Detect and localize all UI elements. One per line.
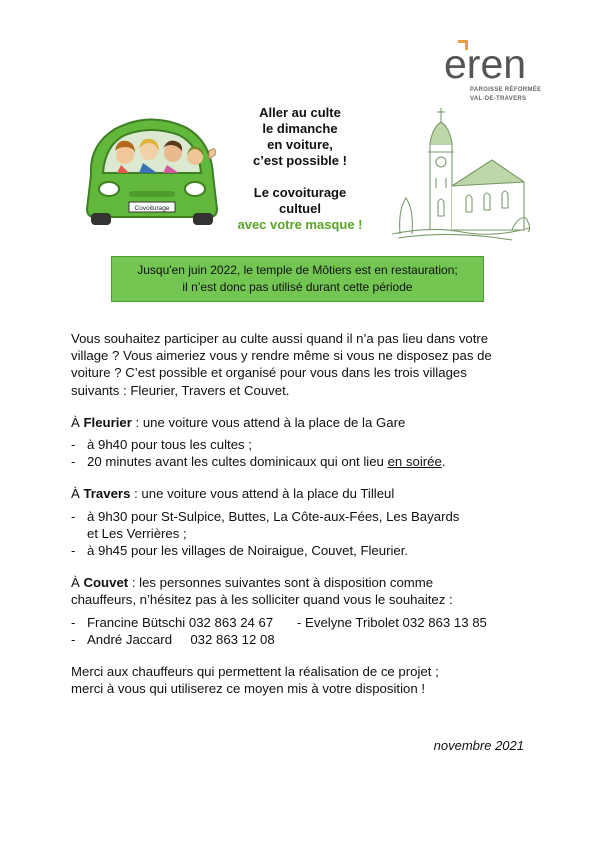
intro-line: Vous souhaitez participer au culte aussi quand il n’a pas lieu dans votre xyxy=(71,331,489,346)
logo-word: eren xyxy=(444,41,527,87)
intro-line: voiture ? C’est possible et organisé pour vous dans les trois villages xyxy=(71,365,467,381)
body-text xyxy=(71,330,541,697)
fleurier-heading: À Fleurier : une voiture vous attend à la place de la Gare xyxy=(71,414,406,430)
headline-block xyxy=(220,105,380,233)
list-item: - à 9h40 pour tous les cultes ; xyxy=(71,437,252,453)
document-date: novembre 2021 xyxy=(433,738,524,753)
headline-line: Aller au culte xyxy=(259,105,341,120)
carpool-car-illustration xyxy=(77,105,225,229)
couvet-heading-cont: chauffeurs, n’hésitez pas à les solliciter quand vous le souhaitez : xyxy=(71,592,453,608)
travers-name: Travers xyxy=(83,486,131,502)
logo-subtitle-line2: VAL-DE-TRAVERS xyxy=(470,96,527,102)
list-item: - à 9h45 pour les villages de Noiraigue, Couvet, Fleurier. xyxy=(71,543,409,559)
contact-andre: André Jaccard 032 863 12 08 xyxy=(87,631,275,647)
headline-line: cultuel xyxy=(279,201,321,216)
contact-row: - André Jaccard 032 863 12 08 xyxy=(71,631,275,647)
headline-line: en voiture, xyxy=(267,137,333,152)
thanks-line: Merci aux chauffeurs qui permettent la réalisation de ce projet ; xyxy=(71,664,439,680)
list-item: - 20 minutes avant les cultes dominicaux qui ont lieu en soirée. xyxy=(71,454,446,470)
list-item: - à 9h30 pour St-Sulpice, Buttes, La Côte-aux-Fées, Les Bayards xyxy=(71,508,460,524)
headline-line: c’est possible ! xyxy=(253,153,347,168)
couvet-name: Couvet xyxy=(83,575,129,591)
headline-line: Le covoiturage xyxy=(253,185,347,200)
logo-subtitle-line1: PAROISSE RÉFORMÉE xyxy=(470,87,542,93)
travers-heading: À Travers : une voiture vous attend à la place du Tilleul xyxy=(71,486,395,502)
headline-line: le dimanche xyxy=(262,121,338,136)
intro-line: suivants : Fleurier, Travers et Couvet. xyxy=(71,382,290,398)
notice-line1: Jusqu'en juin 2022, le temple de Môtiers est en restauration; xyxy=(137,263,458,277)
intro-line: village ? Vous aimeriez vous y rendre même si vous ne disposez pas de xyxy=(71,348,492,364)
headline-mask-line: avec votre masque ! xyxy=(237,217,363,232)
evening-underlined: en soirée xyxy=(387,454,442,470)
church-illustration xyxy=(392,98,532,242)
couvet-heading: À Couvet : les personnes suivantes sont à disposition comme xyxy=(71,575,434,591)
thanks-line: merci à vous qui utiliserez ce moyen mis à votre disposition ! xyxy=(71,681,426,697)
list-item-continuation: et Les Verrières ; xyxy=(87,525,187,541)
restoration-notice xyxy=(111,256,484,302)
fleurier-name: Fleurier xyxy=(83,414,132,430)
notice-line2: il n’est donc pas utilisé durant cette période xyxy=(182,280,413,294)
contact-francine: Francine Bütschi 032 863 24 67 xyxy=(87,614,274,630)
car-plate-text: Covoiturage xyxy=(134,205,170,212)
contact-row: - Francine Bütschi 032 863 24 67 - Evelyne Tribolet 032 863 13 85 xyxy=(71,614,487,630)
contact-evelyne: - Evelyne Tribolet 032 863 13 85 xyxy=(297,614,487,630)
